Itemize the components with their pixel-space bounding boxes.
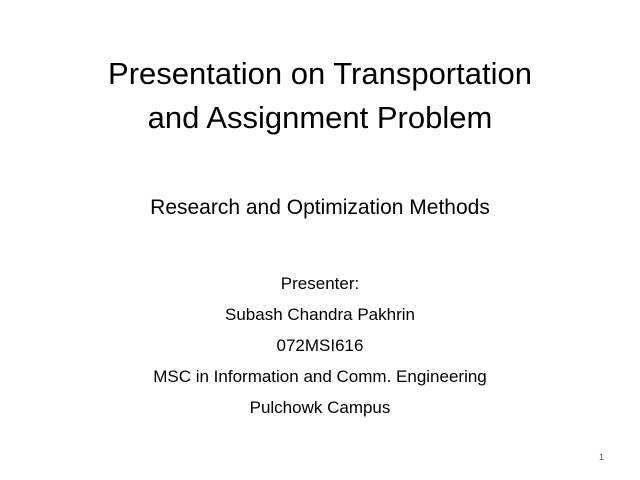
presenter-label: Presenter: [280,274,360,293]
title-line-2: and Assignment Problem [147,100,493,135]
program-name: MSC in Information and Comm. Engineering [153,367,487,386]
slide-title [20,52,620,140]
roll-number: 072MSI616 [276,336,364,355]
presenter-name: Subash Chandra Pakhrin [225,305,415,324]
title-line-1: Presentation on Transportation [108,56,532,91]
page-number: 1 [598,452,604,462]
presenter-info [20,268,620,423]
slide-subtitle: Research and Optimization Methods [150,196,490,219]
campus-name: Pulchowk Campus [249,398,391,417]
